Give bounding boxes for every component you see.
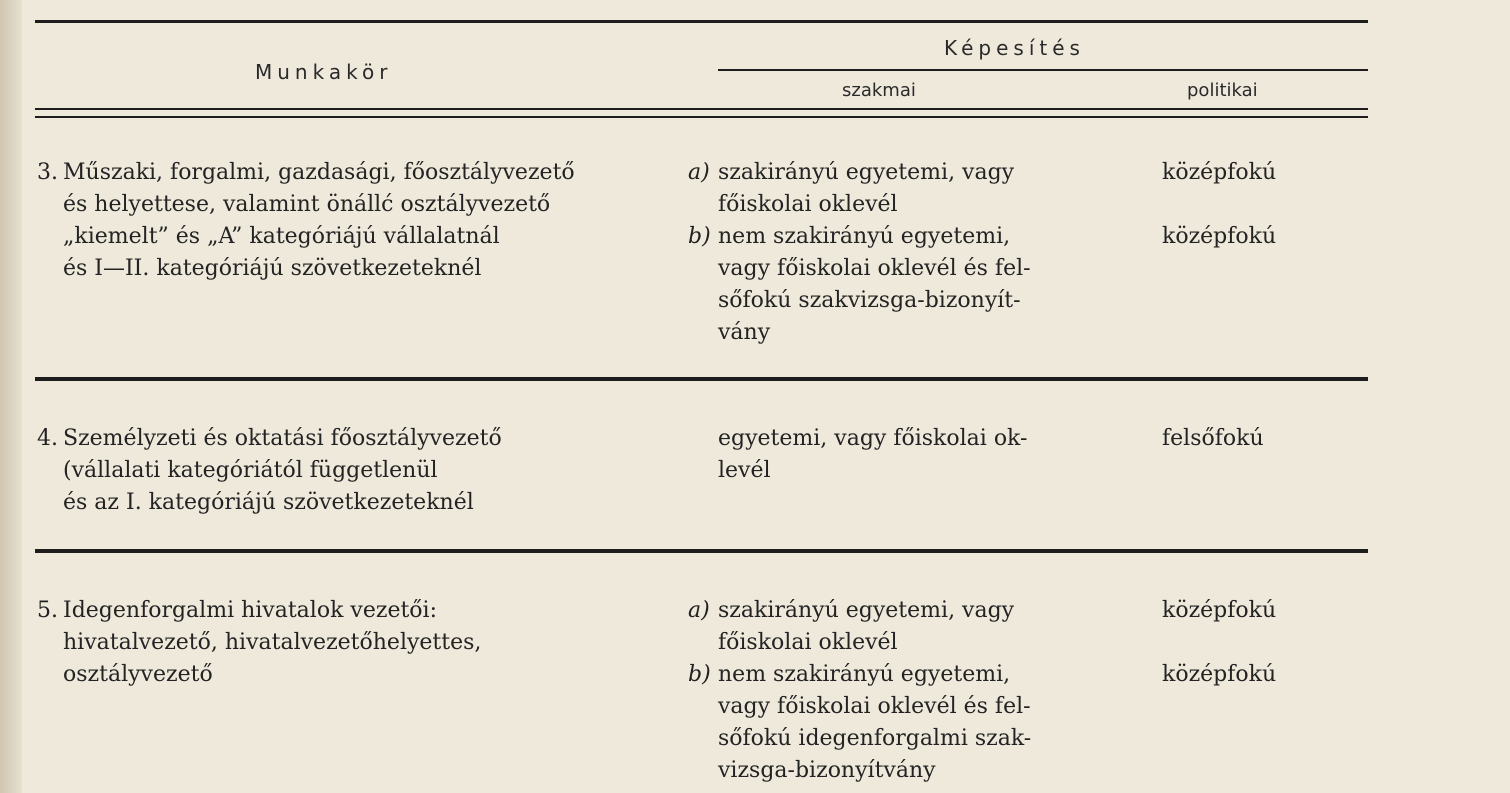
job-line: és az I. kategóriájú szövetkezeteknél [63, 490, 474, 515]
row-5-szakmai-a [718, 595, 1014, 659]
header-bottom-rule [35, 108, 1368, 110]
qualification-line: szakirányú egyetemi, vagy [718, 598, 1015, 623]
header-bottom-rule-2 [35, 116, 1368, 118]
row-3-job [63, 157, 575, 285]
page-binding-edge [0, 0, 22, 793]
header-szakmai: szakmai [842, 80, 916, 101]
row-4-job [63, 423, 502, 519]
qualification-line: nem szakirányú egyetemi, [718, 224, 1011, 249]
qualification-line: nem szakirányú egyetemi, [718, 662, 1011, 687]
row-3-marker-b: b) [688, 224, 711, 249]
row-4-bottom-rule [35, 549, 1368, 553]
qualification-line: sőfokú idegenforgalmi szak- [718, 726, 1032, 751]
qualification-line: vagy főiskolai oklevél és fel- [718, 256, 1031, 281]
job-line: Személyzeti és oktatási főosztályvezető [63, 426, 502, 451]
row-3-politikai-a: középfokú [1162, 160, 1277, 185]
job-line: „kiemelt” és „A” kategóriájú vállalatnál [63, 224, 500, 249]
qualification-line: sőfokú szakvizsga-bizonyít- [718, 288, 1021, 313]
row-5-job [63, 595, 481, 691]
row-3-szakmai-b [718, 221, 1031, 349]
job-line: Idegenforgalmi hivatalok vezetői: [63, 598, 437, 623]
job-line: és I—II. kategóriájú szövetkezeteknél [63, 256, 482, 281]
row-5-number: 5. [37, 598, 58, 623]
qualification-line: vagy főiskolai oklevél és fel- [718, 694, 1031, 719]
row-5-marker-b: b) [688, 662, 711, 687]
header-munkakor: Munkakör [255, 60, 393, 84]
row-5-marker-a: a) [688, 598, 710, 623]
row-4-number: 4. [37, 426, 58, 451]
row-3-bottom-rule [35, 377, 1368, 381]
qualification-line: vány [718, 320, 771, 345]
row-3-szakmai-a [718, 157, 1014, 221]
qualification-line: vizsga-bizonyítvány [718, 758, 936, 783]
row-3-marker-a: a) [688, 160, 710, 185]
qualification-line: levél [718, 458, 771, 483]
kepesites-rule [718, 69, 1368, 71]
job-line: osztályvezető [63, 662, 213, 687]
job-line: (vállalati kategóriától függetlenül [63, 458, 438, 483]
qualification-line: főiskolai oklevél [718, 630, 898, 655]
job-line: és helyettese, valamint önállć osztályvezető [63, 192, 551, 217]
row-5-politikai-a: középfokú [1162, 598, 1277, 623]
row-4-szakmai [718, 423, 1027, 487]
row-3-number: 3. [37, 160, 58, 185]
row-3-politikai-b: középfokú [1162, 224, 1277, 249]
header-politikai: politikai [1187, 80, 1258, 101]
qualification-line: főiskolai oklevél [718, 192, 898, 217]
qualification-line: egyetemi, vagy főiskolai ok- [718, 426, 1028, 451]
job-line: hivatalvezető, hivatalvezetőhelyettes, [63, 630, 482, 655]
job-line: Műszaki, forgalmi, gazdasági, főosztályvezető [63, 160, 575, 185]
top-rule [35, 20, 1368, 23]
row-4-politikai: felsőfokú [1162, 426, 1264, 451]
qualification-line: szakirányú egyetemi, vagy [718, 160, 1015, 185]
header-kepesites: Képesítés [944, 36, 1085, 60]
row-5-szakmai-b [718, 659, 1031, 787]
row-5-politikai-b: középfokú [1162, 662, 1277, 687]
